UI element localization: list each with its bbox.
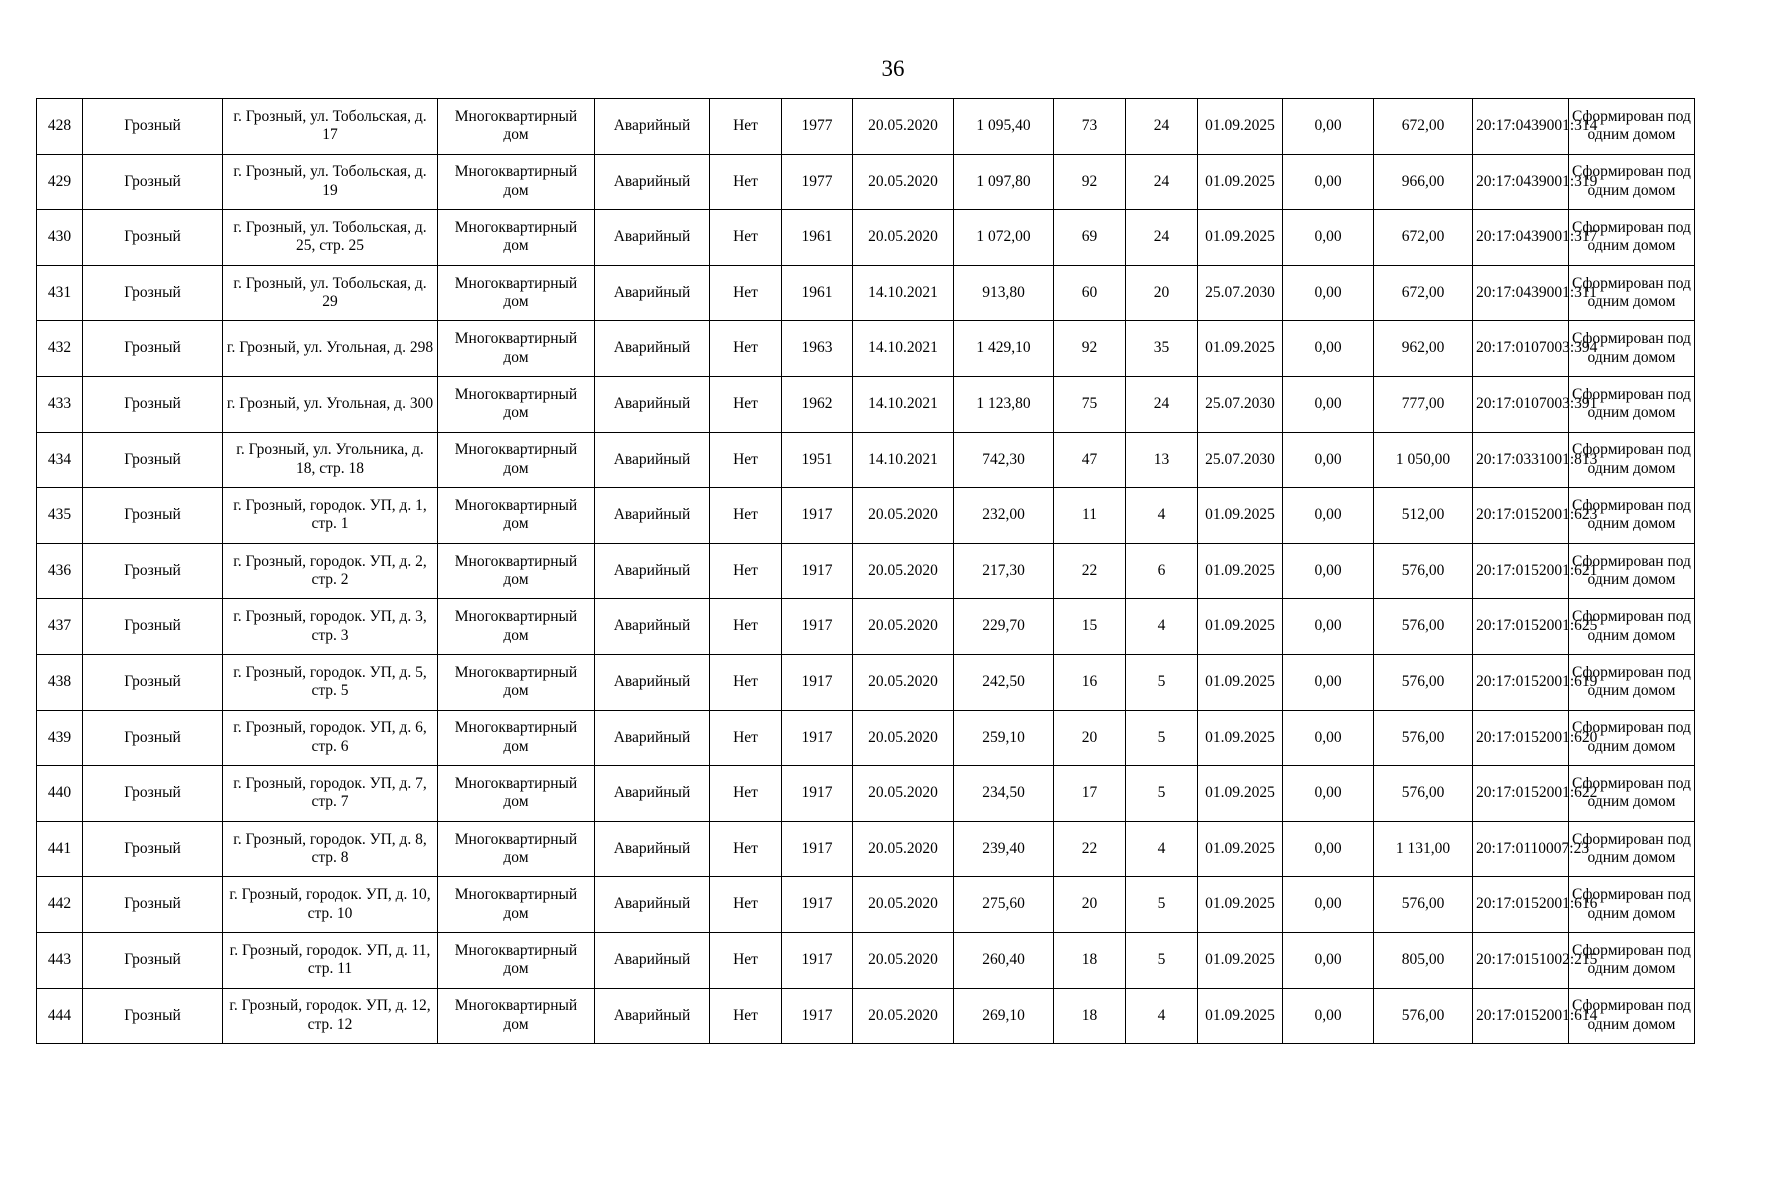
deadline-cell: 01.09.2025: [1198, 877, 1283, 933]
apartments-cell: 35: [1126, 321, 1198, 377]
deadline-cell: 01.09.2025: [1198, 821, 1283, 877]
row-number-cell: 443: [37, 932, 83, 988]
table-row: [37, 988, 1695, 1044]
cost-cell: 0,00: [1283, 210, 1374, 266]
address-cell: г. Грозный, городок. УП, д. 12, стр. 12: [223, 988, 438, 1044]
area-cell: 1 123,80: [954, 376, 1054, 432]
build-year-cell: 1917: [782, 821, 853, 877]
flag-cell: Нет: [710, 932, 782, 988]
city-cell: Грозный: [83, 154, 223, 210]
condition-cell: Аварийный: [595, 932, 710, 988]
address-cell: г. Грозный, ул. Тобольская, д. 25, стр. 25: [223, 210, 438, 266]
build-year-cell: 1961: [782, 210, 853, 266]
apartments-cell: 4: [1126, 488, 1198, 544]
flag-cell: Нет: [710, 599, 782, 655]
row-number-cell: 433: [37, 376, 83, 432]
deadline-cell: 01.09.2025: [1198, 154, 1283, 210]
apartments-cell: 24: [1126, 376, 1198, 432]
recognition-date-cell: 14.10.2021: [853, 432, 954, 488]
area-cell: 232,00: [954, 488, 1054, 544]
condition-cell: Аварийный: [595, 654, 710, 710]
build-year-cell: 1917: [782, 654, 853, 710]
land-status-cell: Сформирован под одним домом: [1569, 821, 1695, 877]
city-cell: Грозный: [83, 210, 223, 266]
build-year-cell: 1977: [782, 99, 853, 155]
building-type-cell: Многоквартирный дом: [438, 210, 595, 266]
table-row: [37, 321, 1695, 377]
build-year-cell: 1917: [782, 710, 853, 766]
recognition-date-cell: 20.05.2020: [853, 821, 954, 877]
residents-cell: 11: [1054, 488, 1126, 544]
build-year-cell: 1917: [782, 599, 853, 655]
row-number-cell: 441: [37, 821, 83, 877]
row-number-cell: 444: [37, 988, 83, 1044]
city-cell: Грозный: [83, 376, 223, 432]
cost-cell: 0,00: [1283, 877, 1374, 933]
flag-cell: Нет: [710, 766, 782, 822]
apartments-cell: 5: [1126, 877, 1198, 933]
cost-cell: 0,00: [1283, 376, 1374, 432]
build-year-cell: 1917: [782, 488, 853, 544]
deadline-cell: 25.07.2030: [1198, 376, 1283, 432]
cadastral-number-cell: 20:17:0151002:215: [1473, 932, 1569, 988]
land-status-cell: Сформирован под одним домом: [1569, 877, 1695, 933]
cost-cell: 0,00: [1283, 766, 1374, 822]
cadastral-number-cell: 20:17:0152001:623: [1473, 488, 1569, 544]
cadastral-number-cell: 20:17:0152001:620: [1473, 710, 1569, 766]
address-cell: г. Грозный, ул. Угольная, д. 300: [223, 376, 438, 432]
address-cell: г. Грозный, городок. УП, д. 2, стр. 2: [223, 543, 438, 599]
flag-cell: Нет: [710, 432, 782, 488]
flag-cell: Нет: [710, 321, 782, 377]
flag-cell: Нет: [710, 210, 782, 266]
deadline-cell: 01.09.2025: [1198, 766, 1283, 822]
area-cell: 260,40: [954, 932, 1054, 988]
build-year-cell: 1963: [782, 321, 853, 377]
flag-cell: Нет: [710, 99, 782, 155]
building-type-cell: Многоквартирный дом: [438, 766, 595, 822]
residents-cell: 17: [1054, 766, 1126, 822]
table-row: [37, 766, 1695, 822]
cost-cell: 0,00: [1283, 154, 1374, 210]
deadline-cell: 01.09.2025: [1198, 599, 1283, 655]
recognition-date-cell: 14.10.2021: [853, 376, 954, 432]
table-row: [37, 543, 1695, 599]
land-area-cell: 777,00: [1374, 376, 1473, 432]
building-type-cell: Многоквартирный дом: [438, 654, 595, 710]
city-cell: Грозный: [83, 599, 223, 655]
table-row: [37, 376, 1695, 432]
row-number-cell: 431: [37, 265, 83, 321]
cadastral-number-cell: 20:17:0152001:616: [1473, 877, 1569, 933]
address-cell: г. Грозный, ул. Тобольская, д. 29: [223, 265, 438, 321]
city-cell: Грозный: [83, 488, 223, 544]
residents-cell: 22: [1054, 543, 1126, 599]
cost-cell: 0,00: [1283, 710, 1374, 766]
row-number-cell: 436: [37, 543, 83, 599]
land-status-cell: Сформирован под одним домом: [1569, 599, 1695, 655]
condition-cell: Аварийный: [595, 710, 710, 766]
condition-cell: Аварийный: [595, 988, 710, 1044]
residents-cell: 75: [1054, 376, 1126, 432]
building-type-cell: Многоквартирный дом: [438, 99, 595, 155]
land-area-cell: 962,00: [1374, 321, 1473, 377]
cadastral-number-cell: 20:17:0152001:625: [1473, 599, 1569, 655]
land-status-cell: Сформирован под одним домом: [1569, 321, 1695, 377]
cadastral-number-cell: 20:17:0331001:813: [1473, 432, 1569, 488]
deadline-cell: 01.09.2025: [1198, 99, 1283, 155]
area-cell: 217,30: [954, 543, 1054, 599]
land-area-cell: 576,00: [1374, 710, 1473, 766]
table-row: [37, 210, 1695, 266]
city-cell: Грозный: [83, 654, 223, 710]
land-status-cell: Сформирован под одним домом: [1569, 932, 1695, 988]
cadastral-number-cell: 20:17:0439001:319: [1473, 154, 1569, 210]
deadline-cell: 25.07.2030: [1198, 432, 1283, 488]
condition-cell: Аварийный: [595, 543, 710, 599]
deadline-cell: 01.09.2025: [1198, 988, 1283, 1044]
condition-cell: Аварийный: [595, 154, 710, 210]
condition-cell: Аварийный: [595, 432, 710, 488]
housing-registry-table: [36, 98, 1695, 1044]
area-cell: 742,30: [954, 432, 1054, 488]
condition-cell: Аварийный: [595, 599, 710, 655]
address-cell: г. Грозный, городок. УП, д. 11, стр. 11: [223, 932, 438, 988]
table-row: [37, 654, 1695, 710]
address-cell: г. Грозный, городок. УП, д. 10, стр. 10: [223, 877, 438, 933]
flag-cell: Нет: [710, 988, 782, 1044]
row-number-cell: 432: [37, 321, 83, 377]
cost-cell: 0,00: [1283, 488, 1374, 544]
address-cell: г. Грозный, городок. УП, д. 7, стр. 7: [223, 766, 438, 822]
condition-cell: Аварийный: [595, 376, 710, 432]
cost-cell: 0,00: [1283, 988, 1374, 1044]
recognition-date-cell: 20.05.2020: [853, 210, 954, 266]
table-row: [37, 710, 1695, 766]
deadline-cell: 01.09.2025: [1198, 710, 1283, 766]
table-row: [37, 432, 1695, 488]
land-status-cell: Сформирован под одним домом: [1569, 710, 1695, 766]
building-type-cell: Многоквартирный дом: [438, 932, 595, 988]
land-area-cell: 576,00: [1374, 543, 1473, 599]
cost-cell: 0,00: [1283, 821, 1374, 877]
land-status-cell: Сформирован под одним домом: [1569, 210, 1695, 266]
flag-cell: Нет: [710, 821, 782, 877]
apartments-cell: 5: [1126, 932, 1198, 988]
recognition-date-cell: 20.05.2020: [853, 599, 954, 655]
build-year-cell: 1917: [782, 543, 853, 599]
recognition-date-cell: 20.05.2020: [853, 877, 954, 933]
residents-cell: 60: [1054, 265, 1126, 321]
land-area-cell: 672,00: [1374, 210, 1473, 266]
recognition-date-cell: 20.05.2020: [853, 543, 954, 599]
build-year-cell: 1961: [782, 265, 853, 321]
recognition-date-cell: 20.05.2020: [853, 654, 954, 710]
land-status-cell: Сформирован под одним домом: [1569, 654, 1695, 710]
cadastral-number-cell: 20:17:0152001:614: [1473, 988, 1569, 1044]
cadastral-number-cell: 20:17:0107003:394: [1473, 321, 1569, 377]
area-cell: 259,10: [954, 710, 1054, 766]
apartments-cell: 5: [1126, 766, 1198, 822]
residents-cell: 22: [1054, 821, 1126, 877]
building-type-cell: Многоквартирный дом: [438, 154, 595, 210]
building-type-cell: Многоквартирный дом: [438, 432, 595, 488]
land-area-cell: 672,00: [1374, 265, 1473, 321]
row-number-cell: 437: [37, 599, 83, 655]
apartments-cell: 13: [1126, 432, 1198, 488]
build-year-cell: 1917: [782, 877, 853, 933]
area-cell: 239,40: [954, 821, 1054, 877]
address-cell: г. Грозный, ул. Тобольская, д. 17: [223, 99, 438, 155]
area-cell: 1 072,00: [954, 210, 1054, 266]
row-number-cell: 435: [37, 488, 83, 544]
area-cell: 1 097,80: [954, 154, 1054, 210]
building-type-cell: Многоквартирный дом: [438, 710, 595, 766]
condition-cell: Аварийный: [595, 488, 710, 544]
cadastral-number-cell: 20:17:0107003:391: [1473, 376, 1569, 432]
land-area-cell: 576,00: [1374, 988, 1473, 1044]
residents-cell: 16: [1054, 654, 1126, 710]
city-cell: Грозный: [83, 988, 223, 1044]
city-cell: Грозный: [83, 710, 223, 766]
cost-cell: 0,00: [1283, 654, 1374, 710]
cost-cell: 0,00: [1283, 99, 1374, 155]
cadastral-number-cell: 20:17:0152001:621: [1473, 543, 1569, 599]
apartments-cell: 24: [1126, 154, 1198, 210]
address-cell: г. Грозный, городок. УП, д. 6, стр. 6: [223, 710, 438, 766]
recognition-date-cell: 20.05.2020: [853, 710, 954, 766]
cadastral-number-cell: 20:17:0439001:317: [1473, 210, 1569, 266]
table-body: [37, 99, 1695, 1044]
city-cell: Грозный: [83, 932, 223, 988]
land-area-cell: 805,00: [1374, 932, 1473, 988]
residents-cell: 69: [1054, 210, 1126, 266]
land-status-cell: Сформирован под одним домом: [1569, 988, 1695, 1044]
apartments-cell: 6: [1126, 543, 1198, 599]
deadline-cell: 01.09.2025: [1198, 488, 1283, 544]
city-cell: Грозный: [83, 432, 223, 488]
area-cell: 242,50: [954, 654, 1054, 710]
residents-cell: 18: [1054, 988, 1126, 1044]
area-cell: 269,10: [954, 988, 1054, 1044]
deadline-cell: 01.09.2025: [1198, 932, 1283, 988]
cadastral-number-cell: 20:17:0152001:619: [1473, 654, 1569, 710]
residents-cell: 20: [1054, 710, 1126, 766]
building-type-cell: Многоквартирный дом: [438, 988, 595, 1044]
table-row: [37, 154, 1695, 210]
flag-cell: Нет: [710, 376, 782, 432]
table-row: [37, 265, 1695, 321]
building-type-cell: Многоквартирный дом: [438, 877, 595, 933]
residents-cell: 47: [1054, 432, 1126, 488]
land-area-cell: 966,00: [1374, 154, 1473, 210]
deadline-cell: 01.09.2025: [1198, 210, 1283, 266]
cadastral-number-cell: 20:17:0152001:622: [1473, 766, 1569, 822]
row-number-cell: 428: [37, 99, 83, 155]
recognition-date-cell: 20.05.2020: [853, 766, 954, 822]
recognition-date-cell: 20.05.2020: [853, 99, 954, 155]
building-type-cell: Многоквартирный дом: [438, 543, 595, 599]
deadline-cell: 01.09.2025: [1198, 321, 1283, 377]
address-cell: г. Грозный, ул. Угольника, д. 18, стр. 18: [223, 432, 438, 488]
apartments-cell: 5: [1126, 654, 1198, 710]
area-cell: 913,80: [954, 265, 1054, 321]
condition-cell: Аварийный: [595, 766, 710, 822]
deadline-cell: 01.09.2025: [1198, 654, 1283, 710]
row-number-cell: 440: [37, 766, 83, 822]
address-cell: г. Грозный, ул. Тобольская, д. 19: [223, 154, 438, 210]
row-number-cell: 430: [37, 210, 83, 266]
land-area-cell: 576,00: [1374, 877, 1473, 933]
row-number-cell: 429: [37, 154, 83, 210]
recognition-date-cell: 20.05.2020: [853, 154, 954, 210]
recognition-date-cell: 14.10.2021: [853, 265, 954, 321]
land-status-cell: Сформирован под одним домом: [1569, 488, 1695, 544]
flag-cell: Нет: [710, 154, 782, 210]
condition-cell: Аварийный: [595, 210, 710, 266]
table-row: [37, 599, 1695, 655]
land-status-cell: Сформирован под одним домом: [1569, 154, 1695, 210]
recognition-date-cell: 20.05.2020: [853, 988, 954, 1044]
flag-cell: Нет: [710, 265, 782, 321]
land-status-cell: Сформирован под одним домом: [1569, 432, 1695, 488]
city-cell: Грозный: [83, 766, 223, 822]
condition-cell: Аварийный: [595, 877, 710, 933]
build-year-cell: 1917: [782, 988, 853, 1044]
land-status-cell: Сформирован под одним домом: [1569, 265, 1695, 321]
city-cell: Грозный: [83, 821, 223, 877]
land-area-cell: 1 131,00: [1374, 821, 1473, 877]
address-cell: г. Грозный, городок. УП, д. 1, стр. 1: [223, 488, 438, 544]
condition-cell: Аварийный: [595, 265, 710, 321]
area-cell: 229,70: [954, 599, 1054, 655]
build-year-cell: 1951: [782, 432, 853, 488]
building-type-cell: Многоквартирный дом: [438, 821, 595, 877]
row-number-cell: 434: [37, 432, 83, 488]
apartments-cell: 4: [1126, 599, 1198, 655]
building-type-cell: Многоквартирный дом: [438, 321, 595, 377]
land-status-cell: Сформирован под одним домом: [1569, 543, 1695, 599]
table-row: [37, 821, 1695, 877]
residents-cell: 92: [1054, 321, 1126, 377]
building-type-cell: Многоквартирный дом: [438, 599, 595, 655]
city-cell: Грозный: [83, 321, 223, 377]
residents-cell: 92: [1054, 154, 1126, 210]
cost-cell: 0,00: [1283, 932, 1374, 988]
cadastral-number-cell: 20:17:0439001:314: [1473, 99, 1569, 155]
build-year-cell: 1977: [782, 154, 853, 210]
table-row: [37, 488, 1695, 544]
land-area-cell: 1 050,00: [1374, 432, 1473, 488]
row-number-cell: 439: [37, 710, 83, 766]
city-cell: Грозный: [83, 265, 223, 321]
build-year-cell: 1917: [782, 766, 853, 822]
land-area-cell: 576,00: [1374, 654, 1473, 710]
land-area-cell: 672,00: [1374, 99, 1473, 155]
cadastral-number-cell: 20:17:0439001:311: [1473, 265, 1569, 321]
residents-cell: 73: [1054, 99, 1126, 155]
address-cell: г. Грозный, городок. УП, д. 3, стр. 3: [223, 599, 438, 655]
cost-cell: 0,00: [1283, 432, 1374, 488]
area-cell: 234,50: [954, 766, 1054, 822]
row-number-cell: 438: [37, 654, 83, 710]
cost-cell: 0,00: [1283, 321, 1374, 377]
address-cell: г. Грозный, городок. УП, д. 8, стр. 8: [223, 821, 438, 877]
address-cell: г. Грозный, городок. УП, д. 5, стр. 5: [223, 654, 438, 710]
table-row: [37, 99, 1695, 155]
table-row: [37, 877, 1695, 933]
recognition-date-cell: 14.10.2021: [853, 321, 954, 377]
apartments-cell: 24: [1126, 99, 1198, 155]
flag-cell: Нет: [710, 488, 782, 544]
flag-cell: Нет: [710, 543, 782, 599]
recognition-date-cell: 20.05.2020: [853, 488, 954, 544]
land-area-cell: 576,00: [1374, 599, 1473, 655]
apartments-cell: 24: [1126, 210, 1198, 266]
apartments-cell: 20: [1126, 265, 1198, 321]
building-type-cell: Многоквартирный дом: [438, 265, 595, 321]
apartments-cell: 5: [1126, 710, 1198, 766]
build-year-cell: 1962: [782, 376, 853, 432]
table-row: [37, 932, 1695, 988]
condition-cell: Аварийный: [595, 321, 710, 377]
deadline-cell: 01.09.2025: [1198, 543, 1283, 599]
area-cell: 275,60: [954, 877, 1054, 933]
land-area-cell: 512,00: [1374, 488, 1473, 544]
flag-cell: Нет: [710, 654, 782, 710]
condition-cell: Аварийный: [595, 99, 710, 155]
area-cell: 1 429,10: [954, 321, 1054, 377]
deadline-cell: 25.07.2030: [1198, 265, 1283, 321]
residents-cell: 15: [1054, 599, 1126, 655]
page-number: 36: [881, 56, 905, 81]
cost-cell: 0,00: [1283, 543, 1374, 599]
flag-cell: Нет: [710, 710, 782, 766]
apartments-cell: 4: [1126, 988, 1198, 1044]
city-cell: Грозный: [83, 99, 223, 155]
residents-cell: 18: [1054, 932, 1126, 988]
city-cell: Грозный: [83, 543, 223, 599]
land-status-cell: Сформирован под одним домом: [1569, 766, 1695, 822]
building-type-cell: Многоквартирный дом: [438, 488, 595, 544]
city-cell: Грозный: [83, 877, 223, 933]
residents-cell: 20: [1054, 877, 1126, 933]
land-area-cell: 576,00: [1374, 766, 1473, 822]
cadastral-number-cell: 20:17:0110007:23: [1473, 821, 1569, 877]
flag-cell: Нет: [710, 877, 782, 933]
building-type-cell: Многоквартирный дом: [438, 376, 595, 432]
cost-cell: 0,00: [1283, 265, 1374, 321]
condition-cell: Аварийный: [595, 821, 710, 877]
apartments-cell: 4: [1126, 821, 1198, 877]
recognition-date-cell: 20.05.2020: [853, 932, 954, 988]
cost-cell: 0,00: [1283, 599, 1374, 655]
build-year-cell: 1917: [782, 932, 853, 988]
address-cell: г. Грозный, ул. Угольная, д. 298: [223, 321, 438, 377]
land-status-cell: Сформирован под одним домом: [1569, 99, 1695, 155]
land-status-cell: Сформирован под одним домом: [1569, 376, 1695, 432]
area-cell: 1 095,40: [954, 99, 1054, 155]
row-number-cell: 442: [37, 877, 83, 933]
